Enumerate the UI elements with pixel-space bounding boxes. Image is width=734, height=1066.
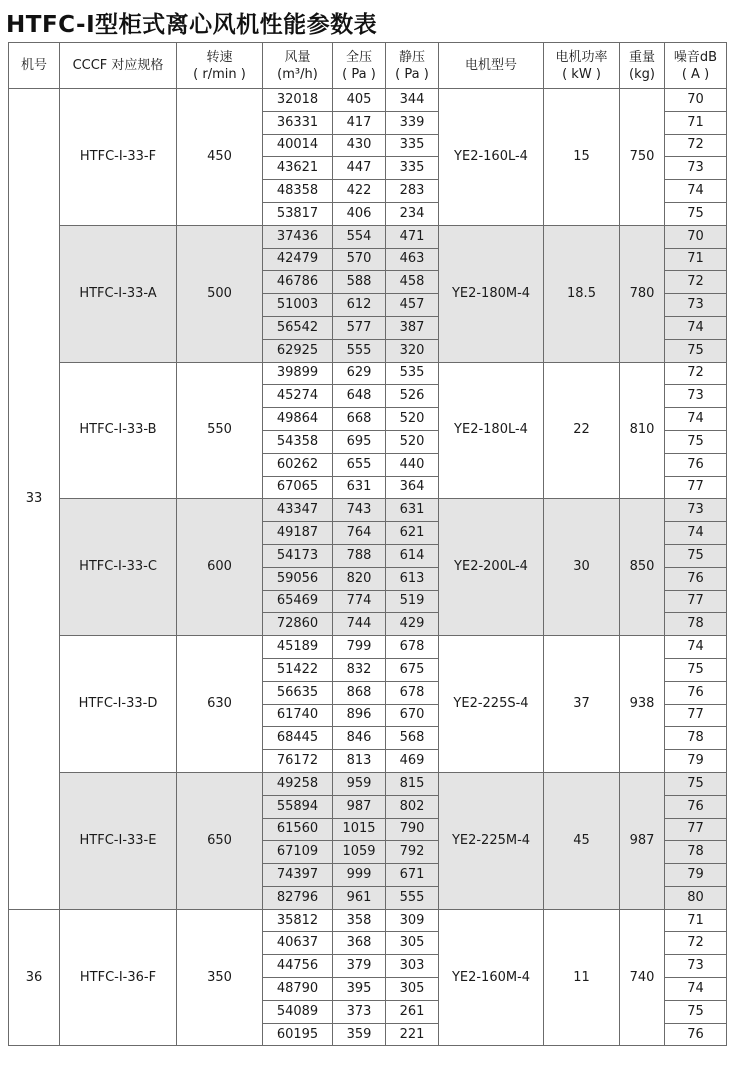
total-pressure-cell: 799	[333, 636, 386, 659]
table-row	[9, 89, 727, 112]
noise-cell: 73	[665, 385, 727, 408]
airflow-cell: 54173	[263, 544, 333, 567]
airflow-cell: 59056	[263, 567, 333, 590]
total-pressure-cell: 743	[333, 499, 386, 522]
static-pressure-cell: 429	[386, 613, 439, 636]
total-pressure-cell: 447	[333, 157, 386, 180]
airflow-cell: 48790	[263, 978, 333, 1001]
static-pressure-cell: 520	[386, 408, 439, 431]
total-pressure-cell: 764	[333, 522, 386, 545]
weight-cell: 740	[620, 909, 665, 1046]
static-pressure-cell: 261	[386, 1000, 439, 1023]
static-pressure-cell: 675	[386, 658, 439, 681]
airflow-cell: 32018	[263, 89, 333, 112]
airflow-cell: 67065	[263, 476, 333, 499]
total-pressure-cell: 588	[333, 271, 386, 294]
static-pressure-cell: 457	[386, 294, 439, 317]
table-row	[9, 499, 727, 522]
noise-cell: 79	[665, 750, 727, 773]
total-pressure-cell: 695	[333, 430, 386, 453]
airflow-cell: 54089	[263, 1000, 333, 1023]
page-title: HTFC-Ⅰ型柜式离心风机性能参数表	[6, 12, 378, 38]
static-pressure-cell: 671	[386, 864, 439, 887]
airflow-cell: 37436	[263, 225, 333, 248]
noise-cell: 71	[665, 111, 727, 134]
noise-cell: 70	[665, 225, 727, 248]
airflow-cell: 54358	[263, 430, 333, 453]
header-airflow: 风量 (m³/h)	[263, 43, 333, 89]
motor-power-cell: 37	[544, 636, 620, 773]
noise-cell: 74	[665, 180, 727, 203]
noise-cell: 74	[665, 978, 727, 1001]
static-pressure-cell: 440	[386, 453, 439, 476]
noise-cell: 77	[665, 590, 727, 613]
total-pressure-cell: 554	[333, 225, 386, 248]
noise-cell: 75	[665, 430, 727, 453]
motor-power-cell: 11	[544, 909, 620, 1046]
airflow-cell: 45274	[263, 385, 333, 408]
airflow-cell: 48358	[263, 180, 333, 203]
static-pressure-cell: 387	[386, 316, 439, 339]
noise-cell: 78	[665, 613, 727, 636]
table-row	[9, 225, 727, 248]
total-pressure-cell: 961	[333, 886, 386, 909]
total-pressure-cell: 406	[333, 202, 386, 225]
static-pressure-cell: 458	[386, 271, 439, 294]
model-number-cell: 36	[9, 909, 60, 1046]
static-pressure-cell: 815	[386, 772, 439, 795]
static-pressure-cell: 303	[386, 955, 439, 978]
static-pressure-cell: 526	[386, 385, 439, 408]
spec-cell: HTFC-Ⅰ-33-F	[60, 89, 177, 226]
total-pressure-cell: 648	[333, 385, 386, 408]
spec-cell: HTFC-Ⅰ-36-F	[60, 909, 177, 1046]
static-pressure-cell: 520	[386, 430, 439, 453]
total-pressure-cell: 612	[333, 294, 386, 317]
motor-power-cell: 45	[544, 772, 620, 909]
total-pressure-cell: 1059	[333, 841, 386, 864]
noise-cell: 76	[665, 453, 727, 476]
table-row	[9, 772, 727, 795]
static-pressure-cell: 670	[386, 704, 439, 727]
model-number-cell: 33	[9, 89, 60, 910]
airflow-cell: 40014	[263, 134, 333, 157]
static-pressure-cell: 364	[386, 476, 439, 499]
noise-cell: 73	[665, 955, 727, 978]
noise-cell: 75	[665, 772, 727, 795]
motor-model-cell: YE2-180L-4	[439, 362, 544, 499]
speed-cell: 630	[177, 636, 263, 773]
motor-model-cell: YE2-160M-4	[439, 909, 544, 1046]
noise-cell: 75	[665, 1000, 727, 1023]
airflow-cell: 49187	[263, 522, 333, 545]
noise-cell: 70	[665, 89, 727, 112]
table-row	[9, 909, 727, 932]
noise-cell: 72	[665, 362, 727, 385]
airflow-cell: 60262	[263, 453, 333, 476]
motor-power-cell: 30	[544, 499, 620, 636]
weight-cell: 750	[620, 89, 665, 226]
total-pressure-cell: 744	[333, 613, 386, 636]
static-pressure-cell: 305	[386, 978, 439, 1001]
total-pressure-cell: 629	[333, 362, 386, 385]
noise-cell: 71	[665, 909, 727, 932]
total-pressure-cell: 555	[333, 339, 386, 362]
total-pressure-cell: 896	[333, 704, 386, 727]
motor-model-cell: YE2-225M-4	[439, 772, 544, 909]
total-pressure-cell: 788	[333, 544, 386, 567]
motor-model-cell: YE2-160L-4	[439, 89, 544, 226]
airflow-cell: 68445	[263, 727, 333, 750]
total-pressure-cell: 959	[333, 772, 386, 795]
noise-cell: 72	[665, 271, 727, 294]
noise-cell: 79	[665, 864, 727, 887]
noise-cell: 77	[665, 704, 727, 727]
total-pressure-cell: 417	[333, 111, 386, 134]
total-pressure-cell: 405	[333, 89, 386, 112]
total-pressure-cell: 577	[333, 316, 386, 339]
header-static-pressure: 静压 ( Pa )	[386, 43, 439, 89]
noise-cell: 72	[665, 134, 727, 157]
static-pressure-cell: 463	[386, 248, 439, 271]
noise-cell: 73	[665, 499, 727, 522]
airflow-cell: 60195	[263, 1023, 333, 1046]
static-pressure-cell: 790	[386, 818, 439, 841]
noise-cell: 73	[665, 294, 727, 317]
total-pressure-cell: 359	[333, 1023, 386, 1046]
total-pressure-cell: 668	[333, 408, 386, 431]
airflow-cell: 74397	[263, 864, 333, 887]
static-pressure-cell: 519	[386, 590, 439, 613]
airflow-cell: 76172	[263, 750, 333, 773]
static-pressure-cell: 678	[386, 636, 439, 659]
noise-cell: 72	[665, 932, 727, 955]
airflow-cell: 67109	[263, 841, 333, 864]
static-pressure-cell: 631	[386, 499, 439, 522]
spec-cell: HTFC-Ⅰ-33-C	[60, 499, 177, 636]
noise-cell: 78	[665, 841, 727, 864]
airflow-cell: 51003	[263, 294, 333, 317]
noise-cell: 77	[665, 818, 727, 841]
airflow-cell: 36331	[263, 111, 333, 134]
total-pressure-cell: 379	[333, 955, 386, 978]
spec-cell: HTFC-Ⅰ-33-B	[60, 362, 177, 499]
airflow-cell: 49864	[263, 408, 333, 431]
airflow-cell: 43621	[263, 157, 333, 180]
weight-cell: 987	[620, 772, 665, 909]
table-row	[9, 362, 727, 385]
static-pressure-cell: 678	[386, 681, 439, 704]
noise-cell: 77	[665, 476, 727, 499]
motor-power-cell: 18.5	[544, 225, 620, 362]
static-pressure-cell: 621	[386, 522, 439, 545]
airflow-cell: 56542	[263, 316, 333, 339]
noise-cell: 74	[665, 522, 727, 545]
airflow-cell: 45189	[263, 636, 333, 659]
noise-cell: 75	[665, 339, 727, 362]
header-weight: 重量 (kg)	[620, 43, 665, 89]
header-cccf-spec: CCCF 对应规格	[60, 43, 177, 89]
static-pressure-cell: 471	[386, 225, 439, 248]
spec-cell: HTFC-Ⅰ-33-D	[60, 636, 177, 773]
airflow-cell: 65469	[263, 590, 333, 613]
weight-cell: 810	[620, 362, 665, 499]
performance-table	[8, 42, 727, 1046]
header-motor-power: 电机功率 ( kW )	[544, 43, 620, 89]
static-pressure-cell: 568	[386, 727, 439, 750]
header-noise: 噪音dB ( A )	[665, 43, 727, 89]
airflow-cell: 56635	[263, 681, 333, 704]
static-pressure-cell: 614	[386, 544, 439, 567]
static-pressure-cell: 335	[386, 134, 439, 157]
static-pressure-cell: 320	[386, 339, 439, 362]
airflow-cell: 39899	[263, 362, 333, 385]
spec-cell: HTFC-Ⅰ-33-A	[60, 225, 177, 362]
airflow-cell: 40637	[263, 932, 333, 955]
speed-cell: 550	[177, 362, 263, 499]
static-pressure-cell: 555	[386, 886, 439, 909]
speed-cell: 350	[177, 909, 263, 1046]
noise-cell: 75	[665, 202, 727, 225]
static-pressure-cell: 792	[386, 841, 439, 864]
header-model-no: 机号	[9, 43, 60, 89]
speed-cell: 650	[177, 772, 263, 909]
airflow-cell: 53817	[263, 202, 333, 225]
static-pressure-cell: 344	[386, 89, 439, 112]
static-pressure-cell: 283	[386, 180, 439, 203]
header-motor-model: 电机型号	[439, 43, 544, 89]
airflow-cell: 72860	[263, 613, 333, 636]
noise-cell: 71	[665, 248, 727, 271]
total-pressure-cell: 631	[333, 476, 386, 499]
noise-cell: 76	[665, 681, 727, 704]
total-pressure-cell: 999	[333, 864, 386, 887]
static-pressure-cell: 339	[386, 111, 439, 134]
total-pressure-cell: 774	[333, 590, 386, 613]
header-speed: 转速 ( r/min )	[177, 43, 263, 89]
noise-cell: 76	[665, 1023, 727, 1046]
static-pressure-cell: 221	[386, 1023, 439, 1046]
motor-power-cell: 15	[544, 89, 620, 226]
total-pressure-cell: 846	[333, 727, 386, 750]
total-pressure-cell: 868	[333, 681, 386, 704]
total-pressure-cell: 832	[333, 658, 386, 681]
table-row	[9, 636, 727, 659]
static-pressure-cell: 613	[386, 567, 439, 590]
static-pressure-cell: 335	[386, 157, 439, 180]
airflow-cell: 35812	[263, 909, 333, 932]
noise-cell: 78	[665, 727, 727, 750]
noise-cell: 75	[665, 544, 727, 567]
table-header	[9, 43, 727, 89]
weight-cell: 780	[620, 225, 665, 362]
noise-cell: 80	[665, 886, 727, 909]
table-body	[9, 89, 727, 1046]
total-pressure-cell: 395	[333, 978, 386, 1001]
total-pressure-cell: 430	[333, 134, 386, 157]
airflow-cell: 82796	[263, 886, 333, 909]
noise-cell: 75	[665, 658, 727, 681]
airflow-cell: 42479	[263, 248, 333, 271]
total-pressure-cell: 373	[333, 1000, 386, 1023]
airflow-cell: 43347	[263, 499, 333, 522]
total-pressure-cell: 820	[333, 567, 386, 590]
static-pressure-cell: 309	[386, 909, 439, 932]
static-pressure-cell: 305	[386, 932, 439, 955]
total-pressure-cell: 813	[333, 750, 386, 773]
static-pressure-cell: 802	[386, 795, 439, 818]
motor-power-cell: 22	[544, 362, 620, 499]
total-pressure-cell: 368	[333, 932, 386, 955]
noise-cell: 74	[665, 636, 727, 659]
static-pressure-cell: 535	[386, 362, 439, 385]
static-pressure-cell: 469	[386, 750, 439, 773]
airflow-cell: 55894	[263, 795, 333, 818]
total-pressure-cell: 987	[333, 795, 386, 818]
header-total-pressure: 全压 ( Pa )	[333, 43, 386, 89]
static-pressure-cell: 234	[386, 202, 439, 225]
total-pressure-cell: 1015	[333, 818, 386, 841]
noise-cell: 74	[665, 316, 727, 339]
airflow-cell: 46786	[263, 271, 333, 294]
airflow-cell: 44756	[263, 955, 333, 978]
noise-cell: 73	[665, 157, 727, 180]
airflow-cell: 62925	[263, 339, 333, 362]
airflow-cell: 61740	[263, 704, 333, 727]
airflow-cell: 61560	[263, 818, 333, 841]
noise-cell: 76	[665, 795, 727, 818]
total-pressure-cell: 570	[333, 248, 386, 271]
airflow-cell: 51422	[263, 658, 333, 681]
airflow-cell: 49258	[263, 772, 333, 795]
speed-cell: 450	[177, 89, 263, 226]
total-pressure-cell: 358	[333, 909, 386, 932]
weight-cell: 938	[620, 636, 665, 773]
motor-model-cell: YE2-225S-4	[439, 636, 544, 773]
spec-cell: HTFC-Ⅰ-33-E	[60, 772, 177, 909]
noise-cell: 74	[665, 408, 727, 431]
weight-cell: 850	[620, 499, 665, 636]
motor-model-cell: YE2-200L-4	[439, 499, 544, 636]
total-pressure-cell: 422	[333, 180, 386, 203]
speed-cell: 600	[177, 499, 263, 636]
total-pressure-cell: 655	[333, 453, 386, 476]
speed-cell: 500	[177, 225, 263, 362]
motor-model-cell: YE2-180M-4	[439, 225, 544, 362]
noise-cell: 76	[665, 567, 727, 590]
